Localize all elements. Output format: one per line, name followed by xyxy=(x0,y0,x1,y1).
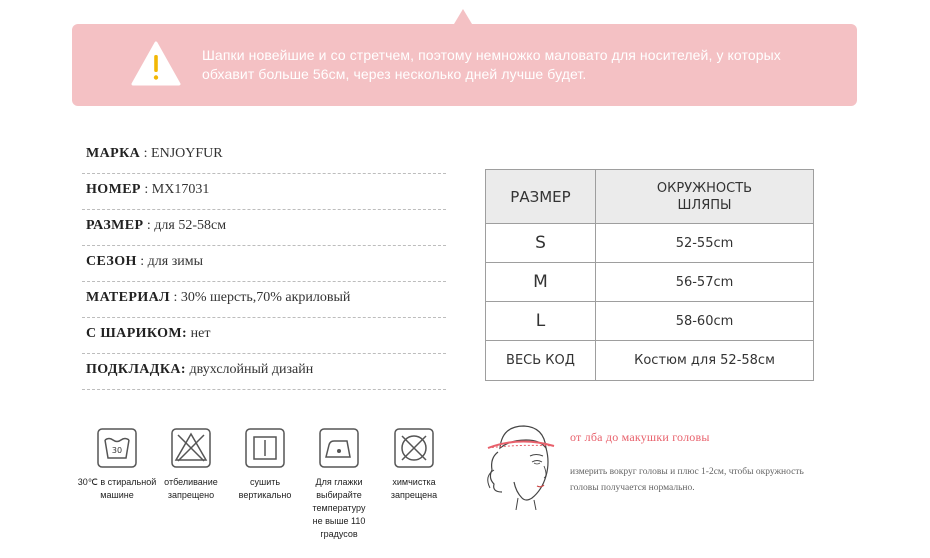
spec-row-lining xyxy=(82,354,446,390)
care-label-line2: машине xyxy=(100,490,134,500)
measure-description xyxy=(570,464,840,496)
measure-description-line1: измерить вокруг головы и плюс 1-2см, чтобы окружность xyxy=(570,467,804,477)
care-item-bleach xyxy=(151,428,231,502)
warning-text-line1: Шапки новейшие и со стретчем, поэтому немножко маловато для носителей, у которых xyxy=(202,47,781,63)
care-label-line3: температуру xyxy=(312,503,366,513)
warning-text xyxy=(202,46,842,84)
iron-icon xyxy=(319,428,359,468)
table-row xyxy=(486,263,814,302)
care-label-line1: сушить xyxy=(249,477,281,487)
svg-text:30: 30 xyxy=(111,446,123,455)
table-row xyxy=(486,224,814,263)
spec-label: РАЗМЕР xyxy=(86,218,144,233)
header-circumference-line2: ШЛЯПЫ xyxy=(677,197,732,213)
spec-label: МАРКА xyxy=(86,146,141,161)
care-item-wash xyxy=(77,428,157,502)
spec-value: : для зимы xyxy=(136,254,204,269)
spec-value: : ENJOYFUR xyxy=(140,146,223,161)
spec-value: нет xyxy=(187,326,211,341)
spec-row-size xyxy=(82,210,446,246)
header-size: РАЗМЕР xyxy=(486,170,596,224)
table-header-row xyxy=(486,170,814,224)
size-cell: S xyxy=(486,224,596,263)
care-label-line1: Для глажки xyxy=(315,477,363,487)
spec-row-brand xyxy=(82,138,446,174)
header-circumference xyxy=(596,170,814,224)
dry-vertical-icon xyxy=(245,428,285,468)
care-item-dry xyxy=(225,428,305,502)
spec-row-pompom xyxy=(82,318,446,354)
care-label-line2: запрещена xyxy=(390,490,438,500)
table-row xyxy=(486,302,814,341)
table-row xyxy=(486,341,814,381)
spec-label: С ШАРИКОМ: xyxy=(86,326,188,341)
care-label-line2: вертикально xyxy=(238,490,292,500)
care-item-dryclean xyxy=(374,428,454,502)
care-label-line1: химчистка xyxy=(392,477,436,487)
care-label-line2: выбирайте xyxy=(316,490,362,500)
no-dry-clean-icon xyxy=(394,428,434,468)
care-label-line2: запрещено xyxy=(167,490,215,500)
care-item-iron xyxy=(299,428,379,541)
care-label-line4: не выше 110 градусов xyxy=(312,516,366,539)
circumference-cell: Костюм для 52-58см xyxy=(596,341,814,381)
care-label-line1: 30℃ в стиральной xyxy=(77,477,157,487)
spec-value: : для 52-58см xyxy=(143,218,227,233)
spec-value: : 30% шерсть,70% акриловый xyxy=(169,290,351,305)
measure-description-line2: головы получается нормально. xyxy=(570,483,695,493)
spec-label: СЕЗОН xyxy=(86,254,137,269)
spec-label: МАТЕРИАЛ xyxy=(86,290,170,305)
spec-row-material xyxy=(82,282,446,318)
care-label-line1: отбеливание xyxy=(164,477,218,487)
spec-value: : MX17031 xyxy=(140,182,210,197)
size-cell: ВЕСЬ КОД xyxy=(486,341,596,381)
no-bleach-icon xyxy=(171,428,211,468)
spec-label: ПОДКЛАДКА: xyxy=(86,362,186,377)
spec-row-model xyxy=(82,174,446,210)
head-measure-icon xyxy=(480,418,560,510)
warning-triangle-icon xyxy=(130,40,182,88)
spec-label: НОМЕР xyxy=(86,182,141,197)
measure-title: от лба до макушки головы xyxy=(570,430,710,444)
header-circumference-line1: ОКРУЖНОСТЬ xyxy=(656,180,753,196)
size-cell: L xyxy=(486,302,596,341)
spec-row-season xyxy=(82,246,446,282)
divider xyxy=(82,389,446,390)
wash-30-icon xyxy=(97,428,137,468)
size-cell: M xyxy=(486,263,596,302)
circumference-cell: 56-57cm xyxy=(596,263,814,302)
banner-pointer xyxy=(454,9,472,24)
warning-banner xyxy=(72,24,857,106)
spec-value: двухслойный дизайн xyxy=(185,362,314,377)
circumference-cell: 58-60cm xyxy=(596,302,814,341)
size-chart-table xyxy=(485,169,814,381)
circumference-cell: 52-55cm xyxy=(596,224,814,263)
warning-text-line2: обхавит больше 56см, через несколько дней лучше будет. xyxy=(202,66,587,82)
